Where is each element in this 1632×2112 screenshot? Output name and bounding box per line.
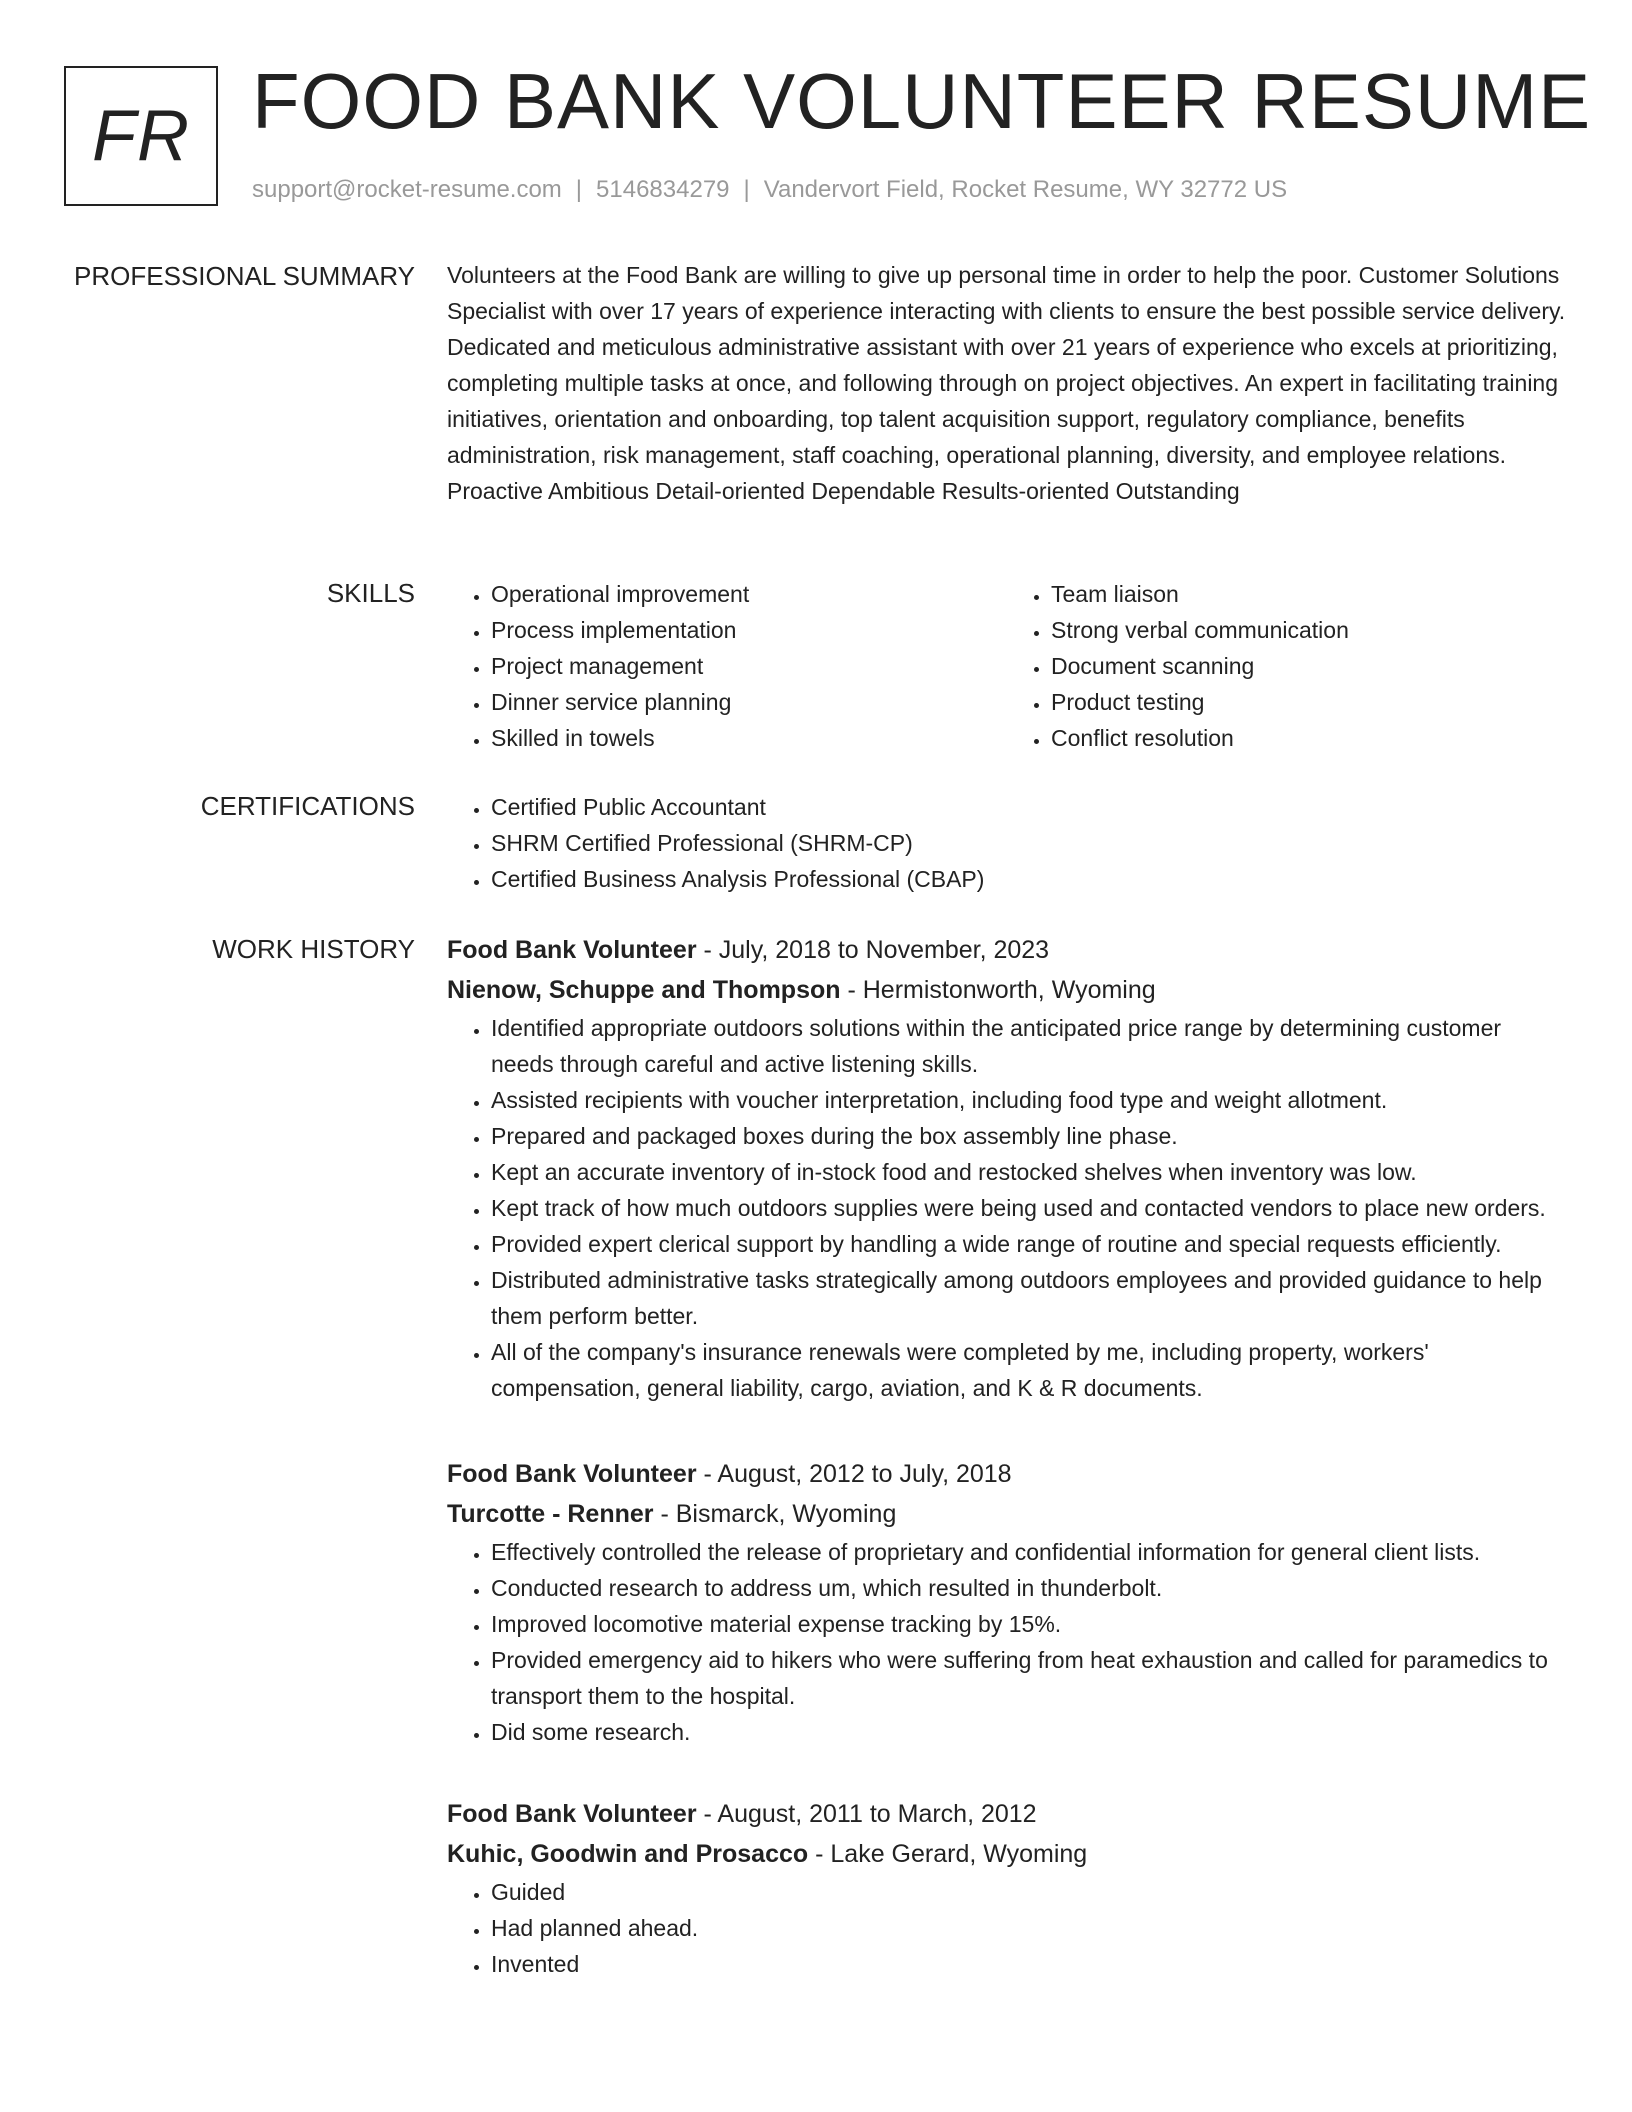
job-bullet: • Invented [491, 1946, 1567, 1982]
skills-grid [447, 576, 1567, 756]
skill-item: • Product testing [1051, 684, 1567, 720]
skill-item: • Project management [491, 648, 1007, 684]
certifications-list [447, 789, 1567, 897]
job-location: - Hermistonworth, Wyoming [840, 976, 1156, 1004]
skills-list-left [447, 576, 1007, 756]
job-entry [447, 930, 1567, 1406]
certifications-label: CERTIFICATIONS [200, 791, 415, 821]
skills-label: SKILLS [326, 578, 415, 608]
skill-item: • Dinner service planning [491, 684, 1007, 720]
job-title-line [447, 930, 1567, 970]
job-title: Food Bank Volunteer [447, 1460, 697, 1488]
job-bullet-list [447, 1010, 1567, 1406]
contact-phone: 5146834279 [596, 176, 730, 203]
skill-item: • Strong verbal communication [1051, 612, 1567, 648]
skills-list-right [1007, 576, 1567, 756]
work-body [447, 930, 1567, 1982]
job-bullet: • Assisted recipients with voucher interpretation, including food type and weight allotment. [491, 1082, 1567, 1118]
skills-body [447, 576, 1567, 756]
job-bullet: • Had planned ahead. [491, 1910, 1567, 1946]
contact-email: support@rocket-resume.com [252, 176, 562, 203]
skill-item: • Skilled in towels [491, 720, 1007, 756]
summary-label: PROFESSIONAL SUMMARY [74, 261, 415, 291]
job-bullet: • Kept track of how much outdoors supplies were being used and contacted vendors to place new orders. [491, 1190, 1567, 1226]
job-company-line [447, 1834, 1567, 1874]
job-bullet: • Conducted research to address um, which resulted in thunderbolt. [491, 1570, 1567, 1606]
job-bullet: • Kept an accurate inventory of in-stock food and restocked shelves when inventory was low. [491, 1154, 1567, 1190]
job-company: Turcotte - Renner [447, 1500, 654, 1528]
job-company-line [447, 970, 1567, 1010]
job-title: Food Bank Volunteer [447, 936, 697, 964]
job-company-line [447, 1494, 1567, 1534]
skill-item: • Team liaison [1051, 576, 1567, 612]
contact-separator: | [743, 176, 750, 203]
contact-address: Vandervort Field, Rocket Resume, WY 32772 US [763, 176, 1288, 203]
job-dates: - August, 2011 to March, 2012 [696, 1800, 1037, 1828]
job-title-line [447, 1454, 1567, 1494]
job-bullet: • Improved locomotive material expense tracking by 15%. [491, 1606, 1567, 1642]
monogram-box [64, 66, 218, 206]
job-bullet: • Effectively controlled the release of proprietary and confidential information for general client lists. [491, 1534, 1567, 1570]
job-entry [447, 1454, 1567, 1750]
skill-item: • Operational improvement [491, 576, 1007, 612]
contact-separator: | [575, 176, 583, 203]
skill-item: • Document scanning [1051, 648, 1567, 684]
job-location: - Bismarck, Wyoming [653, 1500, 897, 1528]
certification-item: • SHRM Certified Professional (SHRM-CP) [491, 825, 1567, 861]
job-company: Nienow, Schuppe and Thompson [447, 976, 841, 1004]
job-bullet: • All of the company's insurance renewals were completed by me, including property, workers' compensation, general liability, cargo, aviation, and K & R documents. [491, 1334, 1567, 1406]
job-bullet: • Guided [491, 1874, 1567, 1910]
certifications-body [447, 789, 1567, 897]
job-bullet: • Did some research. [491, 1714, 1567, 1750]
job-title: Food Bank Volunteer [447, 1800, 697, 1828]
job-bullet-list [447, 1534, 1567, 1750]
skill-item: • Conflict resolution [1051, 720, 1567, 756]
contact-line [252, 176, 1287, 204]
work-label: WORK HISTORY [212, 934, 415, 964]
job-dates: - August, 2012 to July, 2018 [696, 1460, 1012, 1488]
job-title-line [447, 1794, 1567, 1834]
job-dates: - July, 2018 to November, 2023 [696, 936, 1050, 964]
job-bullet: • Prepared and packaged boxes during the box assembly line phase. [491, 1118, 1567, 1154]
job-bullet: • Identified appropriate outdoors solutions within the anticipated price range by determining customer needs through careful and active listening skills. [491, 1010, 1567, 1082]
job-bullet: • Provided expert clerical support by handling a wide range of routine and special requests efficiently. [491, 1226, 1567, 1262]
certification-item: • Certified Business Analysis Professional (CBAP) [491, 861, 1567, 897]
resume-title: FOOD BANK VOLUNTEER RESUME [252, 57, 1592, 145]
job-location: - Lake Gerard, Wyoming [808, 1840, 1088, 1868]
monogram-initials: FR [92, 96, 190, 176]
job-bullet: • Provided emergency aid to hikers who were suffering from heat exhaustion and called for paramedics to transport them to the hospital. [491, 1642, 1567, 1714]
job-company: Kuhic, Goodwin and Prosacco [447, 1840, 809, 1868]
skill-item: • Process implementation [491, 612, 1007, 648]
summary-text: Volunteers at the Food Bank are willing to give up personal time in order to help the poor. Customer Solutions Specialist with over 17 years of experience interacting with clients to ensure the best possible service delivery. Dedicated and meticulous administrative assistant with over 21 years of experience who excels at prioritizing, completing multiple tasks at once, and following through on project objectives. An expert in facilitating training initiatives, orientation and onboarding, top talent acquisition support, regulatory compliance, benefits administration, risk management, staff coaching, operational planning, diversity, and employee relations. Proactive Ambitious Detail-oriented Dependable Results-oriented Outstanding [447, 262, 1566, 504]
job-entry [447, 1794, 1567, 1982]
certification-item: • Certified Public Accountant [491, 789, 1567, 825]
job-bullet: • Distributed administrative tasks strategically among outdoors employees and provided guidance to help them perform better. [491, 1262, 1567, 1334]
job-bullet-list [447, 1874, 1567, 1982]
